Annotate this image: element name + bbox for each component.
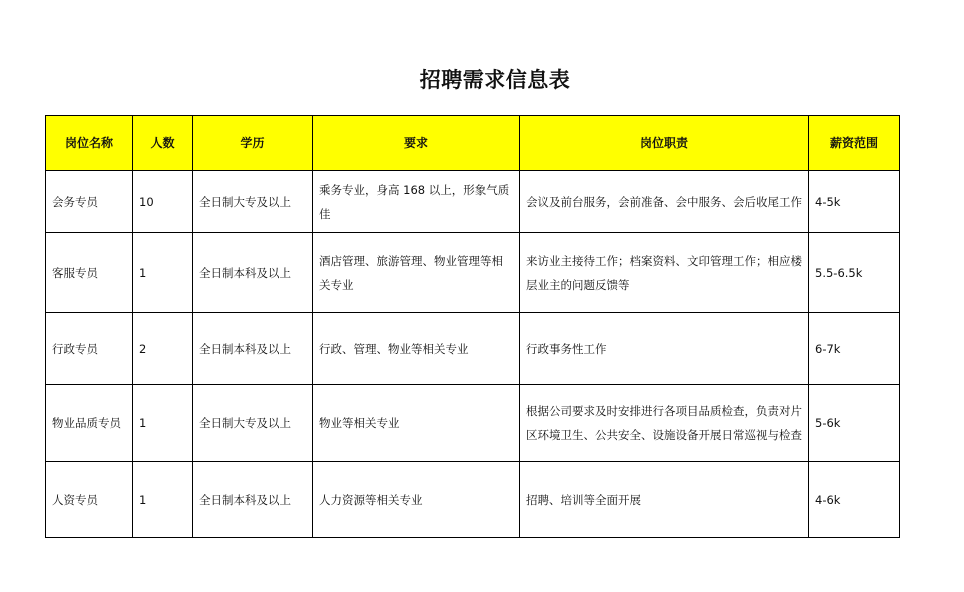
cell-duty: 来访业主接待工作；档案资料、文印管理工作；相应楼层业主的问题反馈等 bbox=[520, 233, 809, 313]
table-row bbox=[46, 171, 900, 233]
table-row bbox=[46, 462, 900, 538]
cell-salary: 5-6k bbox=[809, 385, 900, 462]
table-row bbox=[46, 385, 900, 462]
cell-education: 全日制本科及以上 bbox=[193, 233, 313, 313]
table-row bbox=[46, 233, 900, 313]
cell-count: 2 bbox=[133, 313, 193, 385]
cell-position: 人资专员 bbox=[46, 462, 133, 538]
cell-requirement: 酒店管理、旅游管理、物业管理等相关专业 bbox=[313, 233, 520, 313]
cell-count: 1 bbox=[133, 233, 193, 313]
header-row bbox=[46, 116, 900, 171]
cell-duty: 会议及前台服务，会前准备、会中服务、会后收尾工作 bbox=[520, 171, 809, 233]
cell-position: 行政专员 bbox=[46, 313, 133, 385]
header-salary: 薪资范围 bbox=[809, 116, 900, 171]
cell-education: 全日制大专及以上 bbox=[193, 171, 313, 233]
cell-position: 会务专员 bbox=[46, 171, 133, 233]
cell-requirement: 物业等相关专业 bbox=[313, 385, 520, 462]
cell-duty: 行政事务性工作 bbox=[520, 313, 809, 385]
cell-duty: 招聘、培训等全面开展 bbox=[520, 462, 809, 538]
cell-count: 1 bbox=[133, 385, 193, 462]
cell-salary: 6-7k bbox=[809, 313, 900, 385]
cell-requirement: 人力资源等相关专业 bbox=[313, 462, 520, 538]
header-duty: 岗位职责 bbox=[520, 116, 809, 171]
cell-education: 全日制本科及以上 bbox=[193, 313, 313, 385]
cell-requirement: 行政、管理、物业等相关专业 bbox=[313, 313, 520, 385]
cell-salary: 4-6k bbox=[809, 462, 900, 538]
cell-count: 10 bbox=[133, 171, 193, 233]
header-position: 岗位名称 bbox=[46, 116, 133, 171]
cell-position: 客服专员 bbox=[46, 233, 133, 313]
cell-education: 全日制本科及以上 bbox=[193, 462, 313, 538]
header-requirement: 要求 bbox=[313, 116, 520, 171]
table-row bbox=[46, 313, 900, 385]
recruitment-table bbox=[45, 115, 900, 538]
cell-requirement: 乘务专业，身高 168 以上，形象气质佳 bbox=[313, 171, 520, 233]
page-title: 招聘需求信息表 bbox=[419, 67, 571, 92]
cell-count: 1 bbox=[133, 462, 193, 538]
header-education: 学历 bbox=[193, 116, 313, 171]
header-count: 人数 bbox=[133, 116, 193, 171]
cell-position: 物业品质专员 bbox=[46, 385, 133, 462]
cell-salary: 4-5k bbox=[809, 171, 900, 233]
cell-education: 全日制大专及以上 bbox=[193, 385, 313, 462]
cell-duty: 根据公司要求及时安排进行各项目品质检查，负责对片区环境卫生、公共安全、设施设备开展日常巡视与检查 bbox=[520, 385, 809, 462]
cell-salary: 5.5-6.5k bbox=[809, 233, 900, 313]
